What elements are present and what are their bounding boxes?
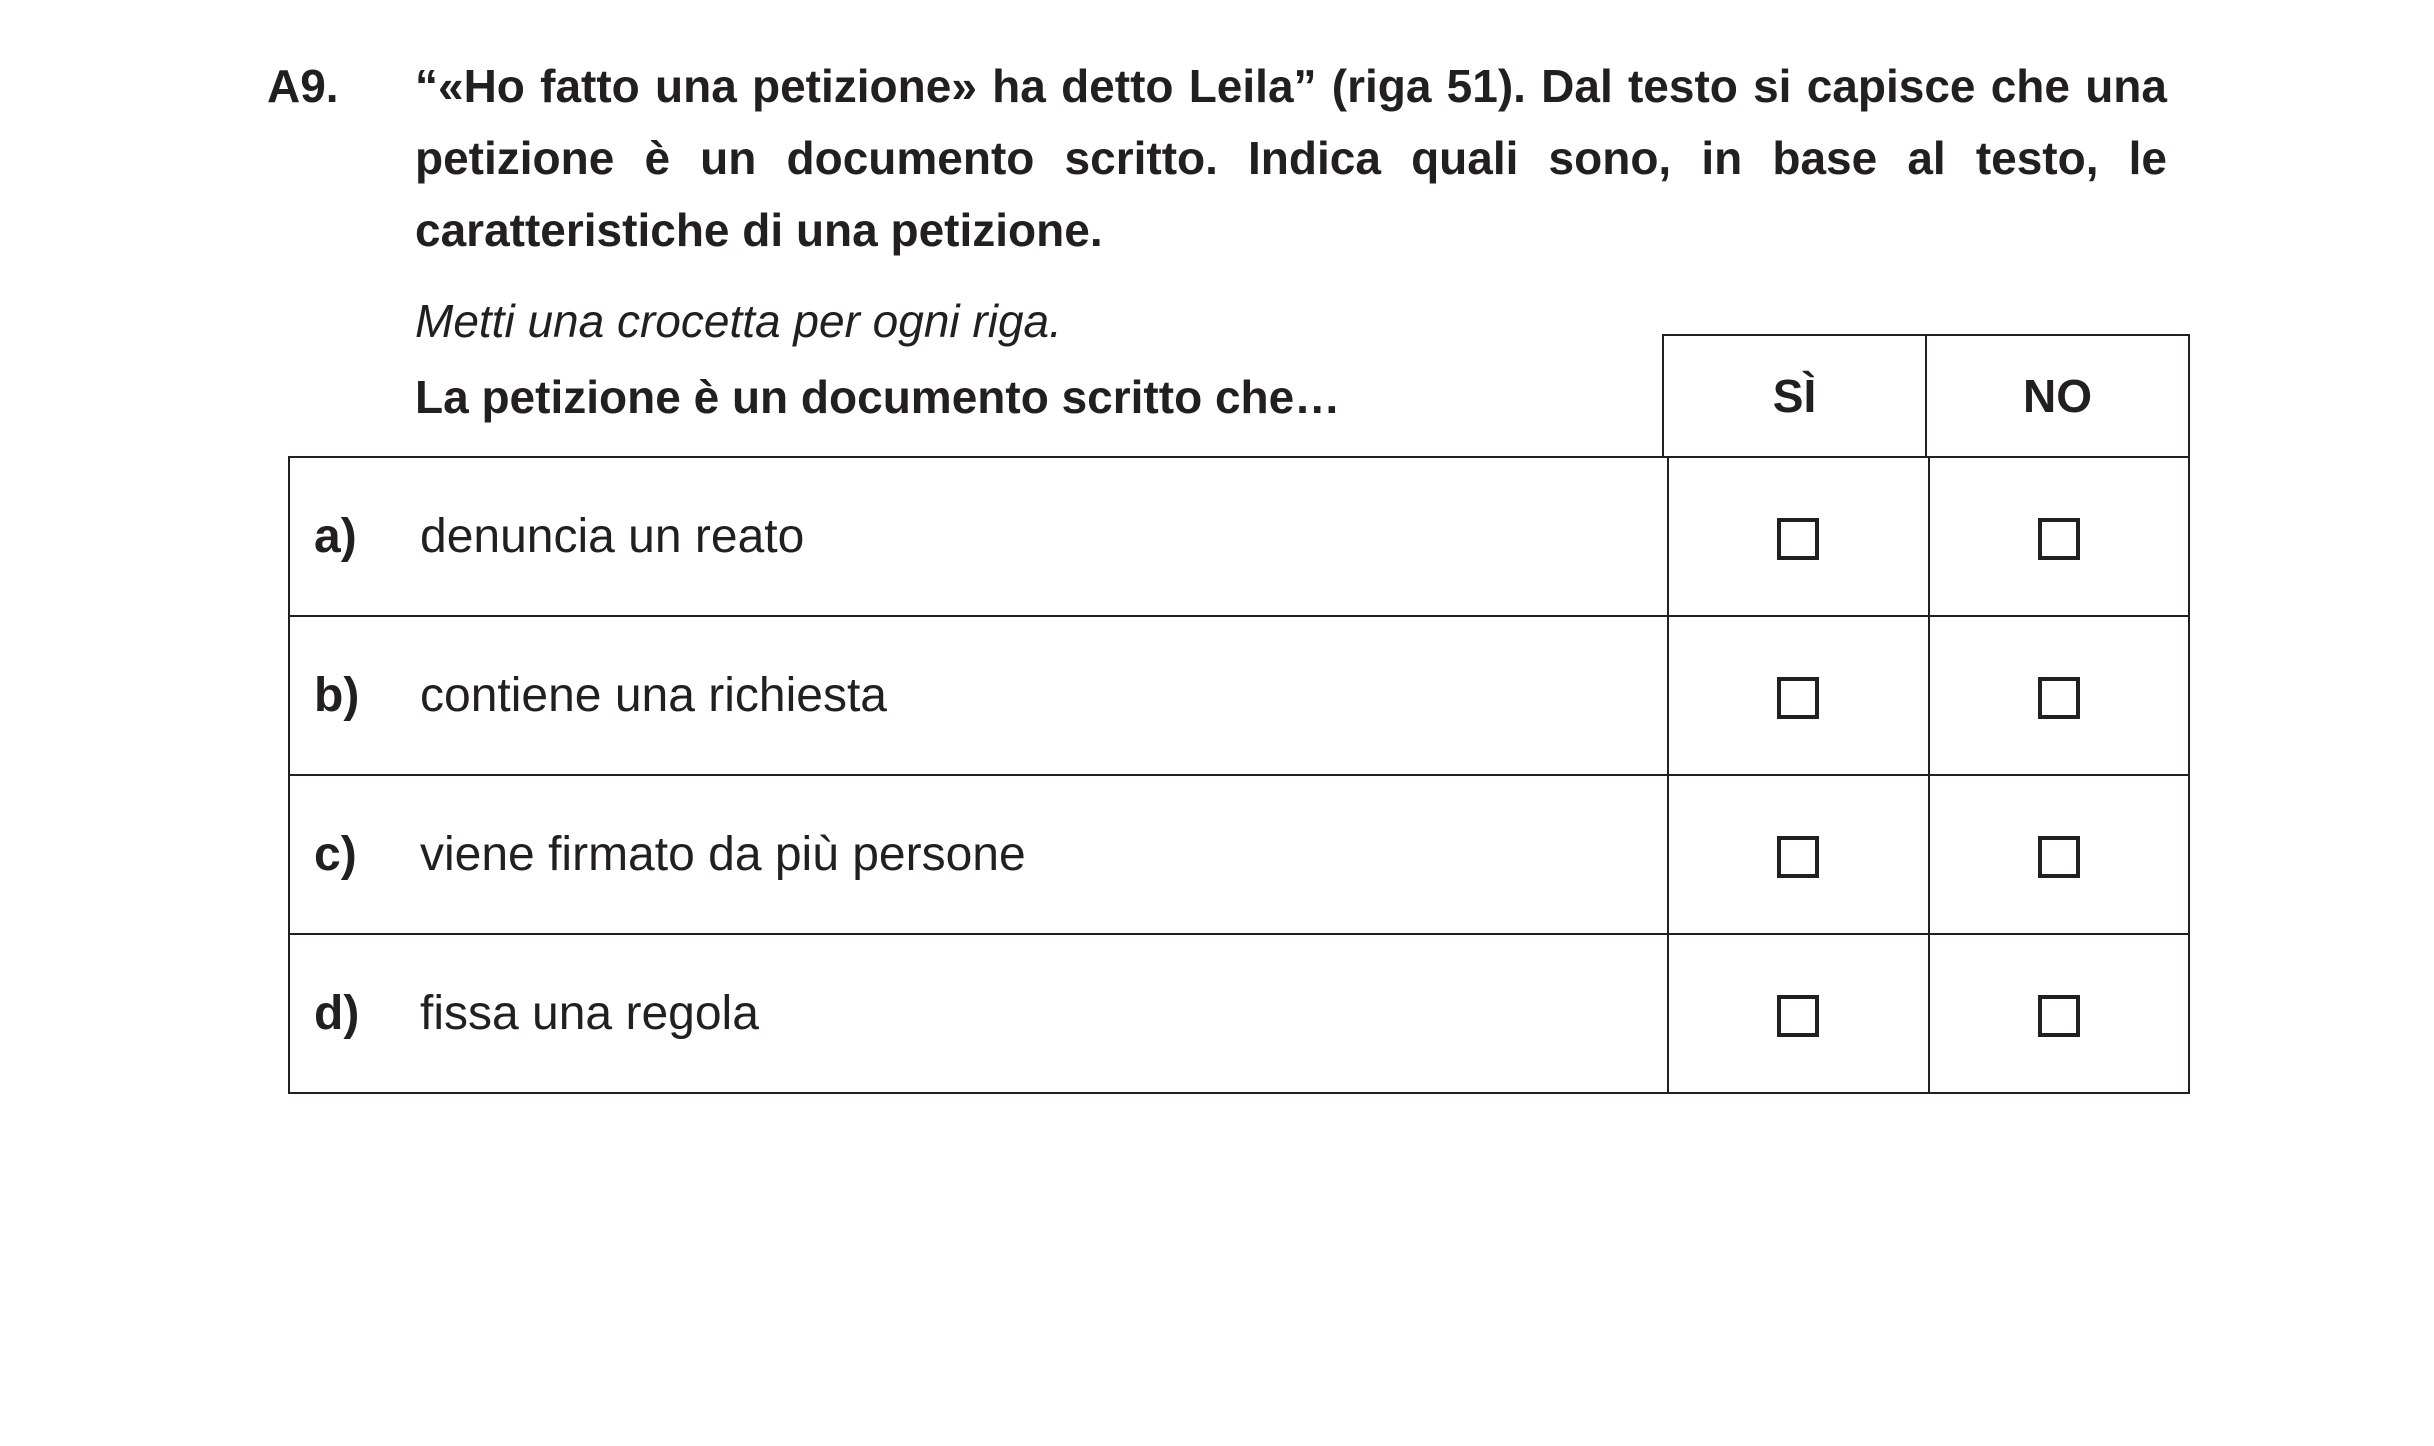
checkbox-no-a[interactable]	[2038, 518, 2080, 560]
checkbox-yes-b[interactable]	[1777, 677, 1819, 719]
column-header-no: NO	[1925, 334, 2190, 458]
table-lead-text: La petizione è un documento scritto che…	[415, 371, 1341, 423]
yes-cell	[1668, 616, 1928, 775]
table-row	[289, 616, 2189, 775]
item-letter: a)	[314, 510, 357, 563]
checkbox-yes-c[interactable]	[1777, 836, 1819, 878]
question-number: A9.	[267, 60, 339, 112]
table-row	[289, 775, 2189, 934]
item-text: viene firmato da più persone	[420, 828, 1026, 881]
column-header-yes: SÌ	[1662, 334, 1927, 458]
checkbox-no-d[interactable]	[2038, 995, 2080, 1037]
item-text: denuncia un reato	[420, 510, 805, 563]
yes-cell	[1668, 775, 1928, 934]
item-text: contiene una richiesta	[420, 669, 887, 722]
item-cell	[289, 457, 1668, 616]
no-cell	[1929, 457, 2189, 616]
yes-cell	[1668, 934, 1928, 1093]
instruction-text: Metti una crocetta per ogni riga.	[415, 295, 1062, 347]
item-cell	[289, 616, 1668, 775]
item-letter: b)	[314, 669, 360, 722]
item-cell	[289, 775, 1668, 934]
item-letter: c)	[314, 828, 357, 881]
item-letter: d)	[314, 987, 360, 1040]
no-cell	[1929, 775, 2189, 934]
checkbox-no-c[interactable]	[2038, 836, 2080, 878]
checkbox-yes-d[interactable]	[1777, 995, 1819, 1037]
table-row	[289, 457, 2189, 616]
no-cell	[1929, 934, 2189, 1093]
yes-cell	[1668, 457, 1928, 616]
item-cell	[289, 934, 1668, 1093]
table-row	[289, 934, 2189, 1093]
checkbox-no-b[interactable]	[2038, 677, 2080, 719]
question-text: “«Ho fatto una petizione» ha detto Leila” (riga 51). Dal testo si capisce che una petizione è un documento scritto. Indica quali sono, in base al testo, le caratteristiche di una petizione.	[415, 60, 2167, 256]
answer-table	[288, 456, 2190, 1094]
checkbox-yes-a[interactable]	[1777, 518, 1819, 560]
no-cell	[1929, 616, 2189, 775]
item-text: fissa una regola	[420, 987, 759, 1040]
